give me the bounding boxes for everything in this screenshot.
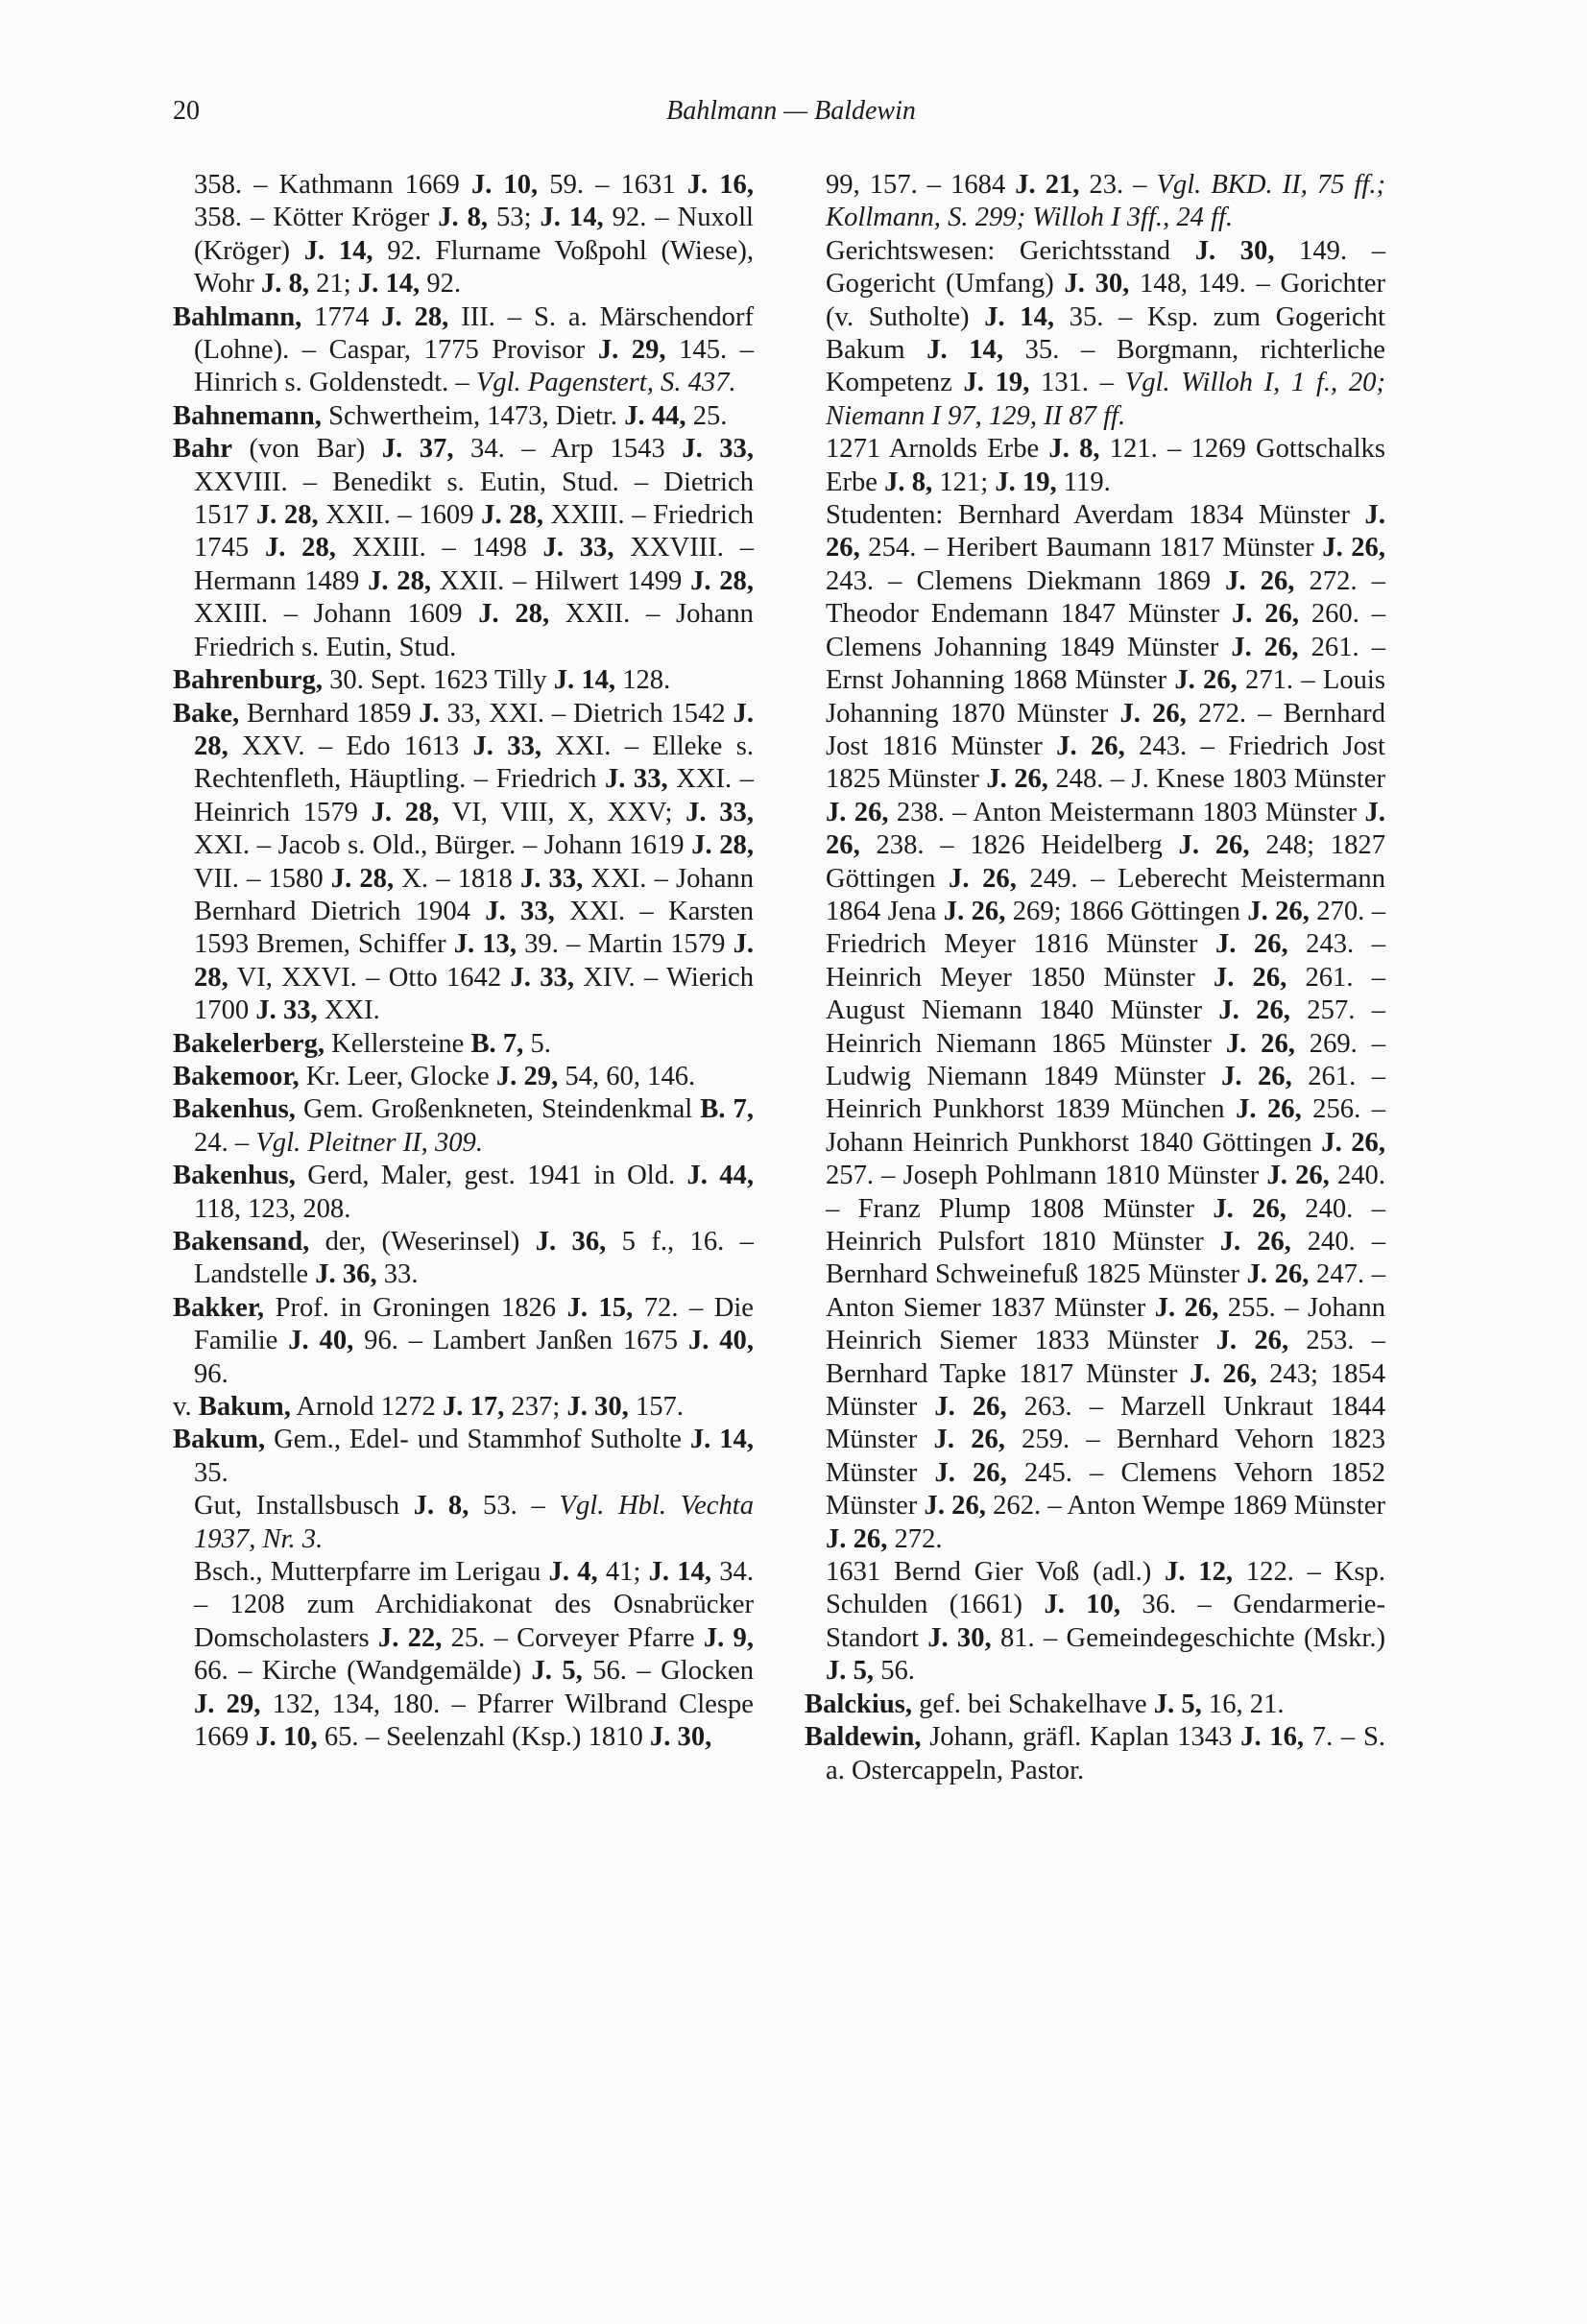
- index-subentry: Studenten: Bernhard Averdam 1834 Münster J. 26, 254. – Heribert Baumann 1817 Münster J. 26, 243. – Clemens Diekmann 1869 J. 26, 272. – Theodor Endemann 1847 Münster J. 26, 260. – Clemens Johanning 1849 Münster J. 26, 261. – Ernst Johanning 1868 Münster J. 26, 271. – Louis Johanning 1870 Münster J. 26, 272. – Bernhard Jost 1816 Münster J. 26, 243. – Friedrich Jost 1825 Münster J. 26, 248. – J. Knese 1803 Münster J. 26, 238. – Anton Meistermann 1803 Münster J. 26, 238. – 1826 Heidelberg J. 26, 248; 1827 Göttingen J. 26, 249. – Leberecht Meistermann 1864 Jena J. 26, 269; 1866 Göttingen J. 26, 270. – Friedrich Meyer 1816 Münster J. 26, 243. – Heinrich Meyer 1850 Münster J. 26, 261. – August Niemann 1840 Münster J. 26, 257. – Heinrich Niemann 1865 Münster J. 26, 269. – Ludwig Niemann 1849 Münster J. 26, 261. – Heinrich Punkhorst 1839 München J. 26, 256. – Johann Heinrich Punkhorst 1840 Göttingen J. 26, 257. – Joseph Pohlmann 1810 Münster J. 26, 240. – Franz Plump 1808 Münster J. 26, 240. – Heinrich Pulsfort 1810 Münster J. 26, 240. – Bernhard Schweinefuß 1825 Münster J. 26, 247. – Anton Siemer 1837 Münster J. 26, 255. – Johann Heinrich Siemer 1833 Münster J. 26, 253. – Bernhard Tapke 1817 Münster J. 26, 243; 1854 Münster J. 26, 263. – Marzell Unkraut 1844 Münster J. 26, 259. – Bernhard Vehorn 1823 Münster J. 26, 245. – Clemens Vehorn 1852 Münster J. 26, 262. – Anton Wempe 1869 Münster J. 26, 272.: [826, 500, 1386, 1554]
- index-entry: Bakker, Prof. in Groningen 1826 J. 15, 72. – Die Familie J. 40, 96. – Lambert Janßen 1675 J. 40, 96.: [173, 1292, 755, 1389]
- index-entry: v. Bakum, Arnold 1272 J. 17, 237; J. 30, 157.: [173, 1392, 684, 1423]
- index-subentry: Gerichtswesen: Gerichtsstand J. 30, 149. – Gogericht (Umfang) J. 30, 148, 149. – Gorichter (v. Sutholte) J. 14, 35. – Ksp. zum Gogericht Bakum J. 14, 35. – Borgmann, richterliche Kompetenz J. 19, 131. – Vgl. Willoh I, 1 f., 20; Niemann I 97, 129, II 87 ff.: [826, 235, 1386, 431]
- index-entry: Bakensand, der, (Weserinsel) J. 36, 5 f., 16. – Landstelle J. 36, 33.: [173, 1227, 754, 1290]
- running-title: Bahlmann — Baldewin: [666, 96, 916, 126]
- page-number: 20: [173, 96, 200, 126]
- index-subentry: 1271 Arnolds Erbe J. 8, 121. – 1269 Gottschalks Erbe J. 8, 121; J. 19, 119.: [826, 434, 1385, 497]
- left-column: [173, 169, 754, 1755]
- right-column: [805, 169, 1385, 1787]
- index-subentry: Gut, Installsbusch J. 8, 53. – Vgl. Hbl. Vechta 1937, Nr. 3.: [194, 1491, 754, 1554]
- index-entry: Bakum, Gem., Edel- und Stammhof Sutholte J. 14, 35.: [173, 1425, 754, 1488]
- index-entry: Bakemoor, Kr. Leer, Glocke J. 29, 54, 60, 146.: [173, 1061, 696, 1091]
- index-entry: Bahr (von Bar) J. 37, 34. – Arp 1543 J. 33, XXVIII. – Benedikt s. Eutin, Stud. – Dietrich 1517 J. 28, XXII. – 1609 J. 28, XXIII. – Friedrich 1745 J. 28, XXIII. – 1498 J. 33, XXVIII. – Hermann 1489 J. 28, XXII. – Hilwert 1499 J. 28, XXIII. – Johann 1609 J. 28, XXII. – Johann Friedrich s. Eutin, Stud.: [173, 434, 755, 662]
- index-entry: Bakenhus, Gerd, Maler, gest. 1941 in Old. J. 44, 118, 123, 208.: [173, 1161, 754, 1224]
- index-subentry: Bsch., Mutterpfarre im Lerigau J. 4, 41; J. 14, 34. – 1208 zum Archidiakonat des Osnabrücker Domscholasters J. 22, 25. – Corveyer Pfarre J. 9, 66. – Kirche (Wandgemälde) J. 5, 56. – Glocken J. 29, 132, 134, 180. – Pfarrer Wilbrand Clespe 1669 J. 10, 65. – Seelenzahl (Ksp.) 1810 J. 30,: [194, 1557, 754, 1753]
- index-entry: Bakelerberg, Kellersteine B. 7, 5.: [173, 1028, 551, 1059]
- index-entry: Bahrenburg, 30. Sept. 1623 Tilly J. 14, 128.: [173, 665, 671, 696]
- index-entry: Bakenhus, Gem. Großenkneten, Steindenkmal B. 7, 24. – Vgl. Pleitner II, 309.: [173, 1094, 754, 1158]
- index-entry: Baldewin, Johann, gräfl. Kaplan 1343 J. 16, 7. – S. a. Ostercappeln, Pastor.: [805, 1722, 1385, 1785]
- index-entry: 99, 157. – 1684 J. 21, 23. – Vgl. BKD. II, 75 ff.; Kollmann, S. 299; Willoh I 3ff., 24 ff.: [826, 170, 1385, 233]
- index-entry: Bahlmann, 1774 J. 28, III. – S. a. Märschendorf (Lohne). – Caspar, 1775 Provisor J. 29, 145. – Hinrich s. Goldenstedt. – Vgl. Pagenstert, S. 437.: [173, 301, 755, 398]
- index-subentry: 1631 Bernd Gier Voß (adl.) J. 12, 122. – Ksp. Schulden (1661) J. 10, 36. – Gendarmerie-Standort J. 30, 81. – Gemeindegeschichte (Mskr.) J. 5, 56.: [826, 1557, 1386, 1687]
- page-header: [173, 96, 1409, 134]
- index-entry: Bake, Bernhard 1859 J. 33, XXI. – Dietrich 1542 J. 28, XXV. – Edo 1613 J. 33, XXI. – Elleke s. Rechtenfleth, Häuptling. – Friedrich J. 33, XXI. – Heinrich 1579 J. 28, VI, VIII, X, XXV; J. 33, XXI. – Jacob s. Old., Bürger. – Johann 1619 J. 28, VII. – 1580 J. 28, X. – 1818 J. 33, XXI. – Johann Bernhard Dietrich 1904 J. 33, XXI. – Karsten 1593 Bremen, Schiffer J. 13, 39. – Martin 1579 J. 28, VI, XXVI. – Otto 1642 J. 33, XIV. – Wierich 1700 J. 33, XXI.: [173, 698, 755, 1026]
- index-entry: Bahnemann, Schwertheim, 1473, Dietr. J. 44, 25.: [173, 400, 728, 431]
- index-entry: Balckius, gef. bei Schakelhave J. 5, 16, 21.: [805, 1689, 1285, 1719]
- index-entry: 358. – Kathmann 1669 J. 10, 59. – 1631 J. 16, 358. – Kötter Kröger J. 8, 53; J. 14, 92. – Nuxoll (Kröger) J. 14, 92. Flurname Voßpohl (Wiese), Wohr J. 8, 21; J. 14, 92.: [194, 170, 754, 299]
